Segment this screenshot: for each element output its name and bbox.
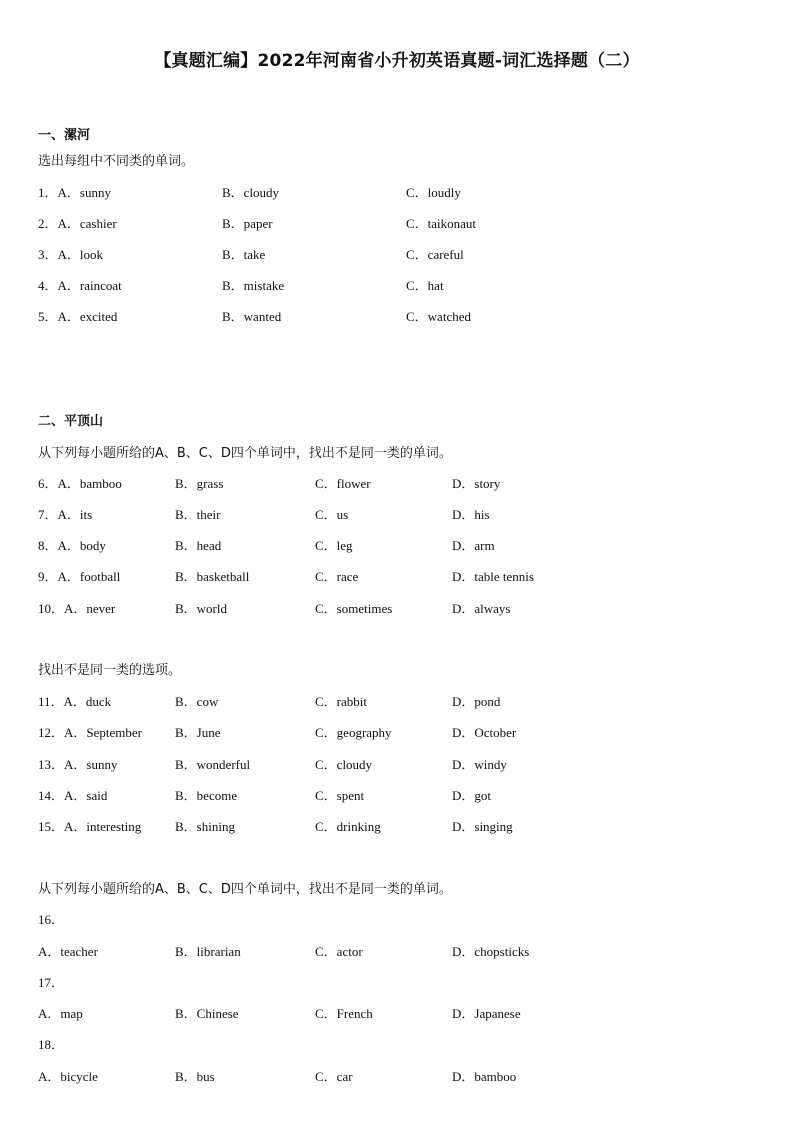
question-row-10 <box>0 598 794 618</box>
question-number-16: 16． <box>38 912 65 927</box>
option-c: C．actor <box>315 944 363 959</box>
option-a: A．teacher <box>38 944 98 959</box>
page-title: 【真题汇编】2022年河南省小升初英语真题-词汇选择题（二） <box>154 51 640 71</box>
question-row-13 <box>0 754 794 774</box>
option-d: D．arm <box>452 538 495 553</box>
option-b: B．wonderful <box>175 757 251 772</box>
option-a: 13．A．sunny <box>38 757 118 772</box>
option-c: C．loudly <box>406 185 461 200</box>
option-d: D．Japanese <box>452 1006 521 1021</box>
option-d: D．pond <box>452 694 501 709</box>
option-a: A．bicycle <box>38 1069 98 1084</box>
option-a: 11．A．duck <box>38 694 112 709</box>
option-b: B．Chinese <box>175 1006 239 1021</box>
option-a: 1．A．sunny <box>38 185 111 200</box>
option-b: B．wanted <box>222 309 282 324</box>
question-row-4 <box>0 275 794 295</box>
option-b: B．basketball <box>175 569 250 584</box>
option-c: C．us <box>315 507 349 522</box>
option-b: B．become <box>175 788 238 803</box>
option-c: C．rabbit <box>315 694 367 709</box>
option-d: D．October <box>452 725 517 740</box>
option-b: B．head <box>175 538 222 553</box>
option-c: C．flower <box>315 476 371 491</box>
option-a: 4．A．raincoat <box>38 278 122 293</box>
option-c: C．watched <box>406 309 471 324</box>
question-row-14 <box>0 785 794 805</box>
section-instruction: 找出不是同一类的选项。 <box>38 663 182 678</box>
option-d: D．windy <box>452 757 507 772</box>
option-c: C．car <box>315 1069 353 1084</box>
option-a: 7．A．its <box>38 507 93 522</box>
option-a: 12．A．September <box>38 725 142 740</box>
section-heading-pingdingshan: 二、平顶山 <box>38 414 104 429</box>
option-b: B．June <box>175 725 221 740</box>
option-d: D．singing <box>452 819 513 834</box>
option-c: C．hat <box>406 278 444 293</box>
question-row-2 <box>0 213 794 233</box>
option-c: C．sometimes <box>315 601 393 616</box>
option-a: 5．A．excited <box>38 309 118 324</box>
question-number-17: 17． <box>38 975 65 990</box>
option-d: D．got <box>452 788 492 803</box>
section-instruction: 选出每组中不同类的单词。 <box>38 154 195 169</box>
option-b: B．grass <box>175 476 224 491</box>
question-row-1 <box>0 182 794 202</box>
option-a: A．map <box>38 1006 83 1021</box>
question-row-5 <box>0 306 794 326</box>
section-heading-luohe: 一、漯河 <box>38 128 91 143</box>
question-row-15 <box>0 816 794 836</box>
option-a: 6．A．bamboo <box>38 476 122 491</box>
option-d: D．always <box>452 601 511 616</box>
question-row-8 <box>0 535 794 555</box>
option-b: B．cow <box>175 694 219 709</box>
question-row-9 <box>0 566 794 586</box>
option-c: C．cloudy <box>315 757 373 772</box>
option-b: B．shining <box>175 819 235 834</box>
option-b: B．mistake <box>222 278 285 293</box>
section-instruction: 从下列每小题所给的A、B、C、D四个单词中，找出不是同一类的单词。 <box>38 446 452 461</box>
option-a: 9．A．football <box>38 569 121 584</box>
question-row-11 <box>0 691 794 711</box>
option-c: C．geography <box>315 725 392 740</box>
option-c: C．careful <box>406 247 464 262</box>
option-c: C．drinking <box>315 819 381 834</box>
option-a: 10．A．never <box>38 601 116 616</box>
question-row-12 <box>0 722 794 742</box>
option-a: 3．A．look <box>38 247 104 262</box>
option-b: B．bus <box>175 1069 215 1084</box>
option-a: 8．A．body <box>38 538 106 553</box>
option-d: D．his <box>452 507 490 522</box>
option-d: D．story <box>452 476 501 491</box>
option-c: C．French <box>315 1006 373 1021</box>
option-a: 2．A．cashier <box>38 216 117 231</box>
option-d: D．bamboo <box>452 1069 517 1084</box>
question-row-16 <box>0 941 794 961</box>
section-instruction: 从下列每小题所给的A、B、C、D四个单词中，找出不是同一类的单词。 <box>38 882 452 897</box>
option-c: C．race <box>315 569 359 584</box>
option-d: D．chopsticks <box>452 944 530 959</box>
option-a: 15．A．interesting <box>38 819 142 834</box>
option-b: B．paper <box>222 216 273 231</box>
question-row-7 <box>0 504 794 524</box>
option-a: 14．A．said <box>38 788 108 803</box>
question-row-6 <box>0 473 794 493</box>
question-row-18 <box>0 1066 794 1086</box>
option-b: B．cloudy <box>222 185 280 200</box>
option-c: C．taikonaut <box>406 216 477 231</box>
question-row-17 <box>0 1003 794 1023</box>
option-c: C．leg <box>315 538 353 553</box>
option-c: C．spent <box>315 788 365 803</box>
option-b: B．world <box>175 601 228 616</box>
option-b: B．their <box>175 507 221 522</box>
option-b: B．librarian <box>175 944 241 959</box>
question-number-18: 18． <box>38 1037 65 1052</box>
option-d: D．table tennis <box>452 569 534 584</box>
option-b: B．take <box>222 247 266 262</box>
question-row-3 <box>0 244 794 264</box>
